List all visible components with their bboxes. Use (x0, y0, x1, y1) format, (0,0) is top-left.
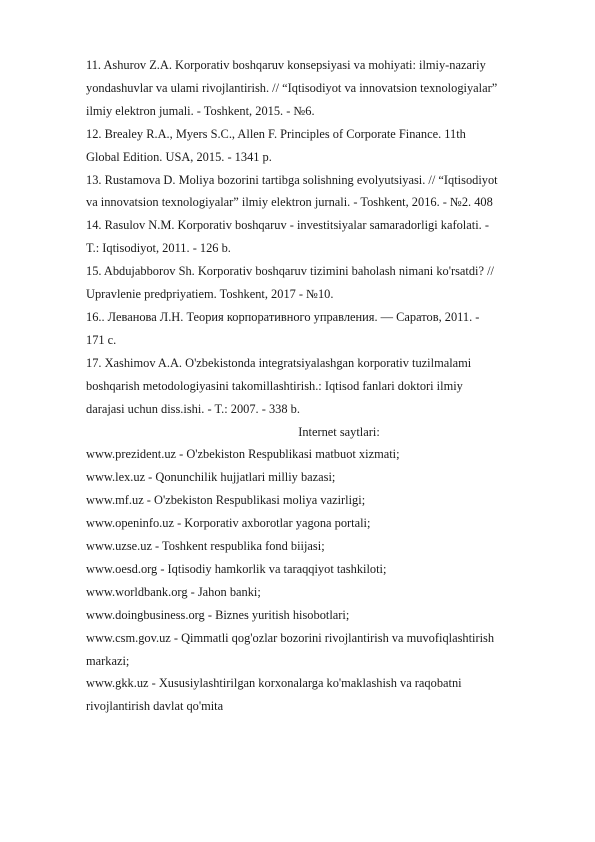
text-line: 171 с. (86, 332, 117, 347)
website-line: www.prezident.uz - O'zbekiston Respublikasi matbuot xizmati; (86, 447, 400, 462)
text-line: 13. Rustamova D. Moliya bozorini tartibga solishning evolyutsiyasi. // “Iqtisodiyot (86, 172, 498, 187)
text-line: 17. Xashimov A.A. O'zbekistonda integratsiyalashgan korporativ tuzilmalami (86, 355, 472, 370)
website-line: www.mf.uz - O'zbekiston Respublikasi moliya vazirligi; (86, 493, 366, 508)
reference-11 (86, 54, 552, 123)
reference-15 (86, 260, 552, 306)
website-item (86, 512, 552, 535)
text-line: yondashuvlar va ulami rivojlantirish. // “Iqtisodiyot va innovatsion texnologiyalar” (86, 80, 498, 95)
website-item (86, 489, 552, 512)
text-line: 16.. Леванова Л.Н. Теория корпоративного управления. — Саратов, 2011. - (86, 309, 480, 324)
text-line: darajasi uchun diss.ishi. - T.: 2007. - 338 b. (86, 401, 300, 416)
reference-17 (86, 352, 552, 421)
website-item (86, 535, 552, 558)
website-item (86, 466, 552, 489)
website-line: www.oesd.org - Iqtisodiy hamkorlik va taraqqiyot tashkiloti; (86, 561, 387, 576)
reference-13 (86, 169, 552, 215)
website-item (86, 581, 552, 604)
website-line: www.lex.uz - Qonunchilik hujjatlari milliy bazasi; (86, 470, 336, 485)
website-item (86, 443, 552, 466)
text-line: 15. Abdujabborov Sh. Korporativ boshqaruv tizimini baholash nimani ko'rsatdi? // (86, 264, 494, 279)
website-line: www.uzse.uz - Toshkent respublika fond biijasi; (86, 539, 325, 554)
reference-12 (86, 123, 552, 169)
text-line: ilmiy elektron jumali. - Toshkent, 2015. - №6. (86, 103, 315, 118)
website-line: www.worldbank.org - Jahon banki; (86, 584, 261, 599)
website-item (86, 558, 552, 581)
text-line: va innovatsion texnologiyalar” ilmiy elektron jurnali. - Toshkent, 2016. - №2. 408 (86, 195, 493, 210)
text-line: 14. Rasulov N.M. Korporativ boshqaruv - investitsiyalar samaradorligi kafolati. - (86, 218, 489, 233)
website-item (86, 672, 552, 718)
document-body (86, 54, 552, 718)
website-line: markazi; (86, 653, 130, 668)
text-line: 11. Ashurov Z.A. Korporativ boshqaruv konsepsiyasi va mohiyati: ilmiy-nazariy (86, 58, 486, 72)
website-item (86, 604, 552, 627)
text-line: T.: Iqtisodiyot, 2011. - 126 b. (86, 241, 231, 256)
website-line: rivojlantirish davlat qo'mita (86, 699, 224, 714)
website-line: www.doingbusiness.org - Biznes yuritish hisobotlari; (86, 607, 350, 622)
text-line: Upravlenie predpriyatiem. Toshkent, 2017 - №10. (86, 287, 334, 302)
website-item (86, 627, 552, 673)
reference-16 (86, 306, 552, 352)
reference-14 (86, 214, 552, 260)
website-line: www.gkk.uz - Xususiylashtirilgan korxonalarga ko'maklashish va raqobatni (86, 676, 462, 691)
website-line: www.csm.gov.uz - Qimmatli qog'ozlar bozorini rivojlantirish va muvofiqlashtirish (86, 630, 495, 645)
section-heading-internet: Internet saytlari: (298, 424, 380, 439)
website-line: www.openinfo.uz - Korporativ axborotlar yagona portali; (86, 516, 371, 531)
text-line: Global Edition. USA, 2015. - 1341 p. (86, 149, 272, 164)
text-line: 12. Brealey R.A., Myers S.C., Allen F. Principles of Corporate Finance. 11th (86, 126, 466, 141)
text-line: boshqarish metodologiyasini takomillashtirish.: Iqtisod fanlari doktori ilmiy (86, 378, 463, 393)
